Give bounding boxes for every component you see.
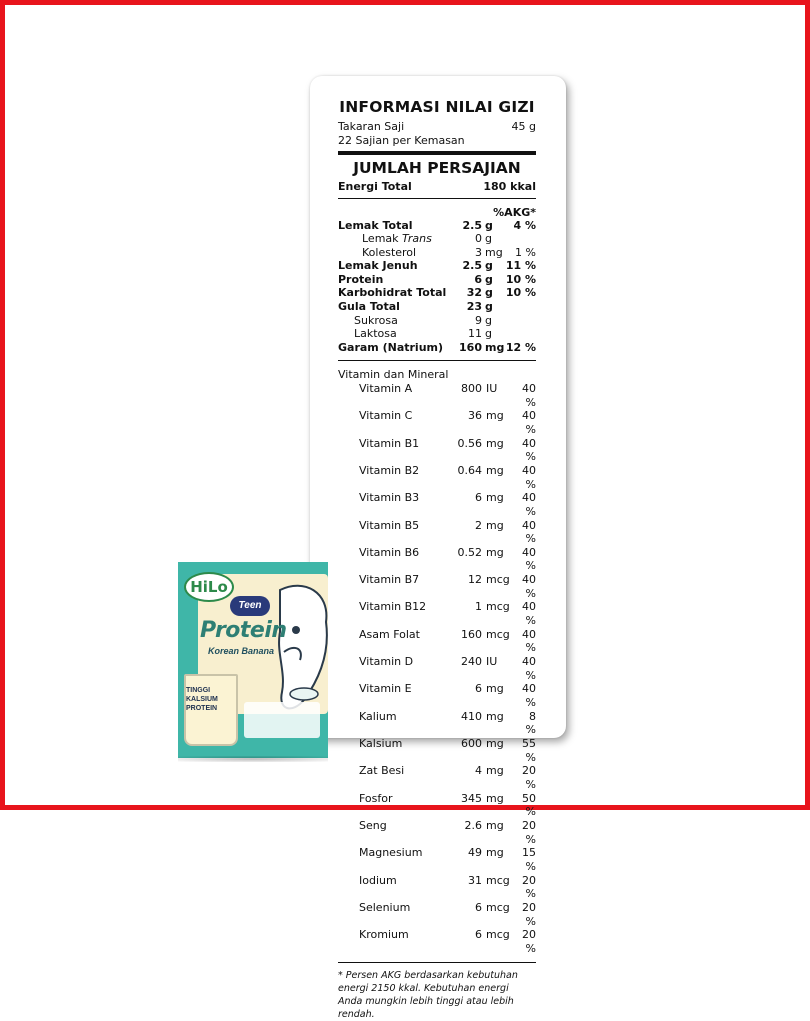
serving-size-value: 45 g	[511, 120, 536, 133]
nutrient-name: Karbohidrat Total	[338, 286, 447, 300]
vitamin-name: Vitamin B12	[359, 600, 427, 614]
vitamin-unit: mcg	[486, 627, 510, 641]
nutrient-akg: 4 %	[513, 218, 536, 232]
nutrient-row	[338, 314, 536, 328]
nutrient-row	[338, 259, 536, 273]
nutrient-unit: g	[485, 327, 492, 341]
vitamin-row	[338, 764, 536, 791]
vitamin-unit: mg	[486, 491, 504, 505]
nutrition-facts-label	[310, 76, 566, 1020]
vitamin-amount: 2.6	[464, 818, 482, 832]
vitamin-unit: mg	[486, 409, 504, 423]
nutrient-name-italic: Trans	[402, 232, 432, 246]
vitamin-akg: 20 %	[522, 818, 536, 846]
nutrient-name: Lemak Total	[338, 218, 413, 232]
nutrient-row	[338, 327, 536, 341]
nutrient-unit: g	[485, 272, 493, 286]
vitamin-name: Selenium	[359, 900, 411, 914]
divider	[338, 198, 536, 199]
vitamin-unit: mcg	[486, 900, 510, 914]
vitamin-akg: 40 %	[522, 627, 536, 655]
nutrient-amount: 0	[475, 232, 482, 246]
vitamin-akg: 40 %	[522, 600, 536, 628]
vitamin-row	[338, 491, 536, 518]
label-title: INFORMASI NILAI GIZI	[339, 98, 535, 116]
nutrient-amount: 6	[474, 272, 482, 286]
vitamin-akg: 40 %	[522, 518, 536, 546]
mascot-illustration	[274, 582, 330, 722]
vitamin-row	[338, 519, 536, 546]
vitamin-unit: mg	[486, 436, 504, 450]
vitamin-row	[338, 464, 536, 491]
vitamin-row	[338, 655, 536, 682]
vitamin-amount: 31	[468, 873, 482, 887]
vitamin-name: Vitamin B1	[359, 436, 420, 450]
vitamin-amount: 240	[461, 655, 482, 669]
nutrient-name: Garam (Natrium)	[338, 340, 444, 354]
nutrient-akg: 12 %	[505, 340, 536, 354]
nutrient-unit: g	[485, 313, 492, 327]
vitamin-unit: mg	[486, 518, 504, 532]
vitamin-unit: IU	[486, 381, 498, 395]
vitamin-name: Fosfor	[359, 791, 393, 805]
vitamin-akg: 40 %	[522, 491, 536, 518]
nutrient-amount: 3	[475, 245, 482, 259]
nutrient-akg: 10 %	[505, 272, 536, 286]
vitamin-unit: mg	[486, 818, 504, 832]
nutrient-amount: 32	[466, 286, 482, 300]
vitamin-row	[338, 901, 536, 928]
vitamin-amount: 49	[468, 846, 482, 860]
vitamin-amount: 345	[461, 791, 482, 805]
vitamin-unit: mg	[486, 545, 504, 559]
vitamin-akg: 15 %	[522, 846, 536, 873]
vitamin-name: Vitamin B6	[359, 545, 420, 559]
vitamin-amount: 2	[475, 518, 482, 532]
nutrient-name: Gula Total	[338, 300, 400, 314]
nutrient-akg: 11 %	[505, 259, 536, 273]
vitamin-name: Vitamin A	[359, 381, 413, 395]
vitamin-unit: mg	[486, 737, 504, 750]
vitamin-unit: mg	[486, 791, 504, 805]
vitamin-unit: mcg	[486, 873, 510, 887]
akg-header: %AKG*	[493, 205, 536, 219]
vitamin-amount: 160	[461, 627, 482, 641]
vitamin-akg: 20 %	[522, 928, 536, 955]
vitamin-name: Iodium	[359, 873, 397, 887]
nutrient-amount: 9	[475, 313, 482, 327]
vitamin-row	[338, 792, 536, 819]
vitamin-row	[338, 819, 536, 846]
vitamin-name: Vitamin C	[359, 409, 413, 423]
vitamin-amount: 0.52	[457, 545, 482, 559]
nutrient-name: Sukrosa	[354, 313, 398, 327]
vitamin-akg: 40 %	[522, 409, 536, 436]
vitamin-name: Vitamin B5	[359, 518, 420, 532]
nutrient-akg: 10 %	[505, 286, 536, 300]
nutrient-akg	[498, 300, 536, 314]
product-name: Protein	[200, 618, 287, 643]
nutrient-unit: mg	[485, 245, 503, 259]
energy-row	[338, 180, 536, 194]
vitamin-akg: 40 %	[522, 463, 536, 491]
vitamin-name: Vitamin B2	[359, 463, 420, 477]
vitamin-unit: mg	[486, 764, 504, 778]
vitamin-unit: mg	[486, 846, 504, 860]
servings-per-pack-row	[338, 134, 536, 148]
nutrient-unit: g	[485, 286, 493, 300]
vitamin-amount: 4	[475, 764, 482, 778]
vitamin-header: Vitamin dan Mineral	[338, 368, 449, 382]
nutrient-row	[338, 219, 536, 233]
nutrient-row	[338, 246, 536, 260]
vitamin-amount: 6	[475, 682, 482, 696]
nutrient-row	[338, 232, 536, 246]
nutrient-name: Protein	[338, 272, 384, 286]
nutrient-amount: 2.5	[462, 218, 482, 232]
nutrient-row	[338, 300, 536, 314]
nutrient-amount: 2.5	[462, 259, 482, 273]
vitamin-row	[338, 874, 536, 901]
divider	[338, 360, 536, 361]
vitamin-name: Magnesium	[359, 846, 423, 860]
vitamin-amount: 0.56	[457, 436, 482, 450]
nutrient-unit: mg	[485, 340, 505, 354]
energy-label: Energi Total	[338, 180, 412, 193]
vitamin-name: Zat Besi	[359, 764, 405, 778]
vitamin-akg: 20 %	[522, 873, 536, 901]
brand-logo: HiLo	[184, 572, 234, 602]
vitamin-row	[338, 573, 536, 600]
vitamin-row	[338, 737, 536, 764]
nutrient-name: Kolesterol	[362, 245, 417, 259]
vitamin-row	[338, 546, 536, 573]
box-front	[178, 562, 326, 758]
nutrient-name: Lemak Jenuh	[338, 259, 418, 273]
vitamin-unit: mg	[486, 709, 504, 723]
vitamin-unit: IU	[486, 655, 498, 669]
vitamin-akg: 40 %	[522, 573, 536, 600]
serving-size-row	[338, 120, 536, 134]
footnote: * Persen AKG berdasarkan kebutuhan energi 2150 kkal. Kebutuhan energi Anda mungkin lebih tinggi atau lebih rendah.	[338, 969, 518, 1020]
flavor-name: Korean Banana	[208, 646, 275, 656]
energy-value: 180 kkal	[483, 180, 536, 193]
nutrient-akg	[498, 232, 536, 246]
vitamin-row	[338, 710, 536, 737]
vitamin-akg: 20 %	[522, 764, 536, 791]
nutrient-unit: g	[485, 259, 493, 273]
vitamin-row	[338, 409, 536, 436]
vitamin-name: Kalium	[359, 709, 397, 723]
nutrient-unit: g	[485, 232, 492, 246]
vitamin-name: Vitamin B3	[359, 491, 420, 505]
nutrient-name	[338, 232, 438, 246]
vitamin-row	[338, 682, 536, 709]
vitamin-name: Seng	[359, 818, 387, 832]
nutrient-name: Laktosa	[354, 327, 397, 341]
vitamin-akg: 50 %	[522, 791, 536, 819]
vitamin-name: Kalsium	[359, 737, 403, 750]
nutrient-amount: 160	[459, 340, 482, 354]
vitamin-akg: 40 %	[522, 436, 536, 464]
box-info-panel	[244, 702, 320, 738]
vitamin-unit: mcg	[486, 573, 510, 587]
vitamin-akg: 20 %	[522, 900, 536, 928]
vitamin-unit: mcg	[486, 600, 510, 614]
vitamin-name: Vitamin D	[359, 655, 414, 669]
serving-size-label: Takaran Saji	[338, 120, 405, 133]
nutrient-akg	[498, 314, 536, 328]
product-box	[178, 562, 326, 758]
box-shadow	[178, 756, 328, 762]
vitamin-akg: 40 %	[522, 545, 536, 573]
vitamin-akg: 55 %	[522, 737, 536, 764]
vitamin-amount: 600	[461, 737, 482, 750]
nutrient-row	[338, 273, 536, 287]
vitamin-name: Kromium	[359, 928, 409, 942]
vitamin-akg: 8 %	[525, 709, 536, 737]
nutrient-row	[338, 286, 536, 300]
section-title: JUMLAH PERSAJIAN	[353, 159, 521, 177]
vitamin-akg: 40 %	[522, 655, 536, 682]
vitamin-row	[338, 846, 536, 873]
nutrient-list	[338, 219, 536, 355]
nutrient-amount: 11	[468, 327, 482, 341]
vitamin-row	[338, 600, 536, 627]
vitamin-name: Vitamin B7	[359, 573, 420, 587]
nutrient-amount: 23	[466, 300, 482, 314]
nutrient-row	[338, 341, 536, 355]
vitamin-unit: mcg	[486, 928, 510, 942]
vitamin-row	[338, 928, 536, 955]
vitamin-unit: mg	[486, 682, 504, 696]
nutrient-akg: 1 %	[515, 245, 536, 259]
vitamin-amount: 36	[468, 409, 482, 423]
vitamin-row	[338, 382, 536, 409]
vitamin-amount: 6	[475, 928, 482, 942]
vitamin-name: Asam Folat	[359, 627, 420, 641]
vitamin-row	[338, 437, 536, 464]
vitamin-amount: 1	[475, 600, 482, 614]
nutrient-unit: g	[485, 300, 493, 314]
vitamin-amount: 6	[475, 900, 482, 914]
vitamin-list	[338, 382, 536, 956]
teen-badge: Teen	[230, 596, 270, 616]
nutrient-akg	[498, 327, 536, 341]
glass-claim-text: TINGGI KALSIUM PROTEIN	[186, 687, 218, 712]
vitamin-name: Vitamin E	[359, 682, 412, 696]
nutrient-name-text: Lemak	[362, 232, 403, 246]
vitamin-amount: 6	[475, 491, 482, 505]
vitamin-row	[338, 628, 536, 655]
thick-divider	[338, 151, 536, 155]
servings-per-pack: 22 Sajian per Kemasan	[338, 133, 465, 147]
vitamin-akg: 40 %	[522, 381, 536, 409]
vitamin-amount: 0.64	[457, 463, 482, 477]
vitamin-amount: 410	[461, 709, 482, 723]
vitamin-amount: 12	[468, 573, 482, 587]
nutrient-unit: g	[485, 218, 493, 232]
vitamin-unit: mg	[486, 463, 504, 477]
vitamin-akg: 40 %	[522, 682, 536, 710]
vitamin-amount: 800	[461, 381, 482, 395]
